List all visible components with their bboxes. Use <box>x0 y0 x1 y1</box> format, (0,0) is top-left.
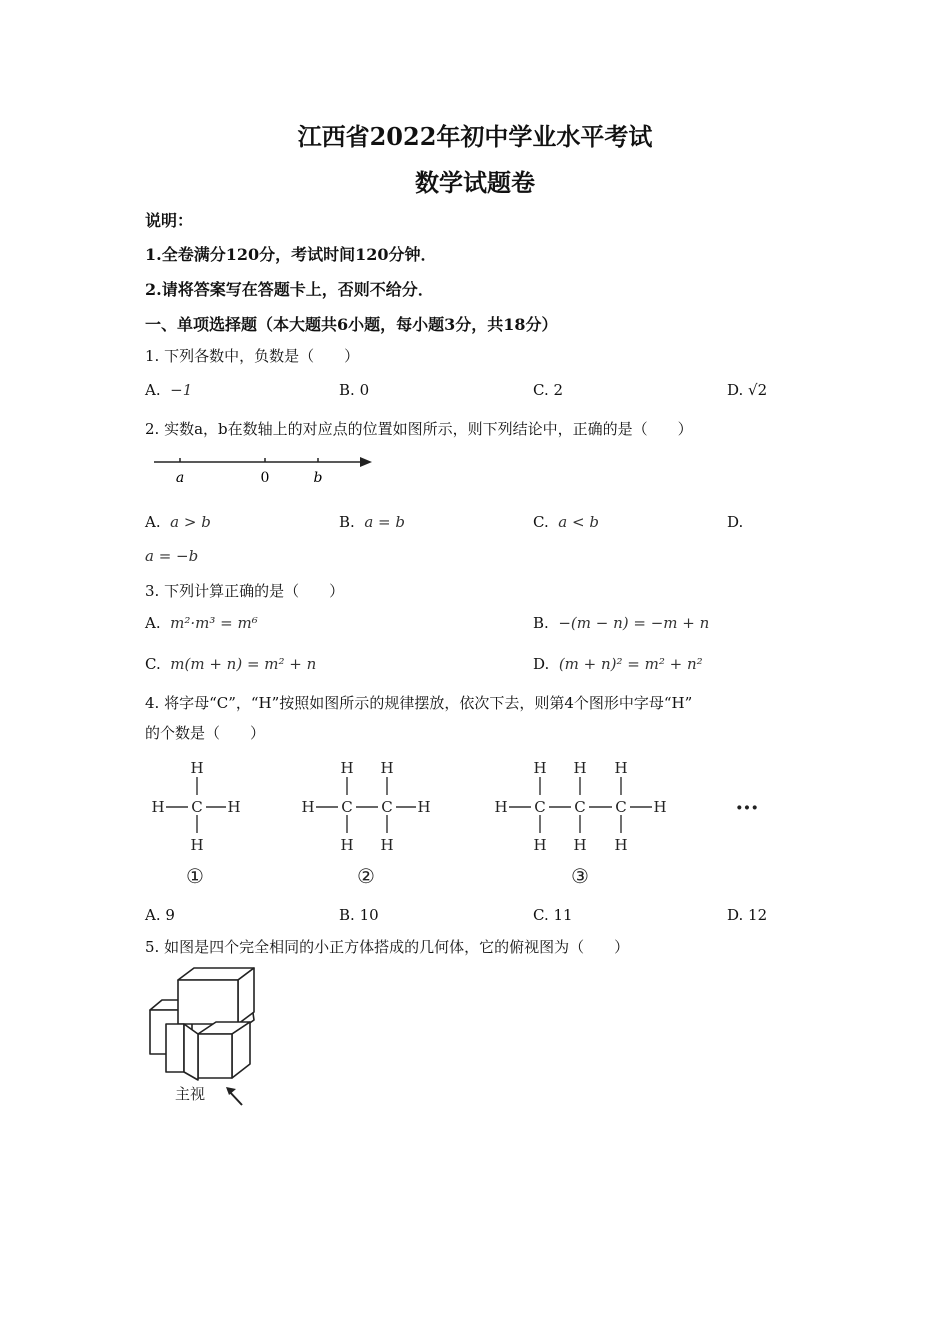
exam-title: 江西省2022年初中学业水平考试 <box>297 122 653 151</box>
q4-option-d: D. 12 <box>727 906 768 924</box>
question-4-stem-line-2: 的个数是（ ） <box>145 724 266 742</box>
q1-option-b: B. 0 <box>339 381 370 399</box>
svg-text:H: H <box>340 836 354 854</box>
number-line-arrow <box>360 457 372 467</box>
question-3-stem: 3. 下列计算正确的是（ ） <box>145 582 345 600</box>
carbon-chain-figures <box>140 755 790 895</box>
q4-option-b: B. 10 <box>339 906 379 924</box>
svg-text:H: H <box>227 798 241 816</box>
svg-text:H: H <box>417 798 431 816</box>
svg-text:H: H <box>614 836 628 854</box>
svg-text:H: H <box>190 759 204 777</box>
svg-text:H: H <box>573 759 587 777</box>
svg-text:C: C <box>341 798 353 816</box>
cube-solid-figure <box>140 962 270 1112</box>
svg-text:H: H <box>494 798 508 816</box>
q1-option-c: C. 2 <box>533 381 564 399</box>
axis-label-0: 0 <box>260 470 270 486</box>
question-1-stem: 1. 下列各数中，负数是（ ） <box>145 347 360 365</box>
svg-text:H: H <box>573 836 587 854</box>
svg-text:C: C <box>615 798 627 816</box>
svg-text:H: H <box>653 798 667 816</box>
svg-text:H: H <box>151 798 165 816</box>
question-5-stem: 5. 如图是四个完全相同的小正方体搭成的几何体，它的俯视图为（ ） <box>145 938 630 956</box>
ellipsis: ··· <box>735 795 759 821</box>
instructions-heading: 说明： <box>145 211 194 230</box>
axis-label-b: b <box>313 470 323 486</box>
q4-option-a: A. 9 <box>145 906 175 924</box>
svg-text:H: H <box>190 836 204 854</box>
svg-text:H: H <box>340 759 354 777</box>
svg-text:H: H <box>614 759 628 777</box>
instruction-item-1: 1.全卷满分120分，考试时间120分钟． <box>145 245 437 264</box>
figure-label-2: ② <box>357 864 375 888</box>
q2-option-c: C. a < b <box>533 513 599 531</box>
main-view-label: 主视 <box>174 1085 206 1103</box>
exam-subtitle: 数学试题卷 <box>415 168 535 197</box>
q3-option-b: B. −(m − n) = −m + n <box>533 614 710 632</box>
q3-option-d: D. (m + n)² = m² + n² <box>533 655 703 673</box>
section-heading: 一、单项选择题（本大题共6小题，每小题3分，共18分） <box>145 315 558 334</box>
svg-text:C: C <box>191 798 203 816</box>
q2-option-d-label: D. <box>727 513 744 531</box>
figure-label-1: ① <box>186 864 204 888</box>
svg-text:H: H <box>533 836 547 854</box>
q1-option-d: D. √2 <box>727 381 768 399</box>
axis-label-a: a <box>175 470 185 486</box>
q2-option-b: B. a = b <box>339 513 405 531</box>
q2-option-a: A. a > b <box>145 513 211 531</box>
figure-label-3: ③ <box>571 864 589 888</box>
q4-option-c: C. 11 <box>533 906 573 924</box>
q3-option-c: C. m(m + n) = m² + n <box>145 655 317 673</box>
svg-text:C: C <box>534 798 546 816</box>
q3-option-a: A. m²·m³ = m⁶ <box>145 614 258 632</box>
svg-text:H: H <box>380 759 394 777</box>
svg-text:H: H <box>380 836 394 854</box>
instruction-item-2: 2.请将答案写在答题卡上，否则不给分． <box>145 280 434 299</box>
question-2-stem: 2. 实数a，b在数轴上的对应点的位置如图所示，则下列结论中，正确的是（ ） <box>145 420 693 438</box>
svg-text:C: C <box>574 798 586 816</box>
q2-option-d-value: a = −b <box>145 547 199 565</box>
svg-text:H: H <box>533 759 547 777</box>
question-4-stem-line-1: 4. 将字母“C”，“H”按照如图所示的规律摆放，依次下去，则第4个图形中字母“H” <box>145 694 693 712</box>
number-line-figure <box>150 450 380 490</box>
svg-text:H: H <box>301 798 315 816</box>
svg-text:C: C <box>381 798 393 816</box>
q1-option-a: A. −1 <box>145 381 193 399</box>
